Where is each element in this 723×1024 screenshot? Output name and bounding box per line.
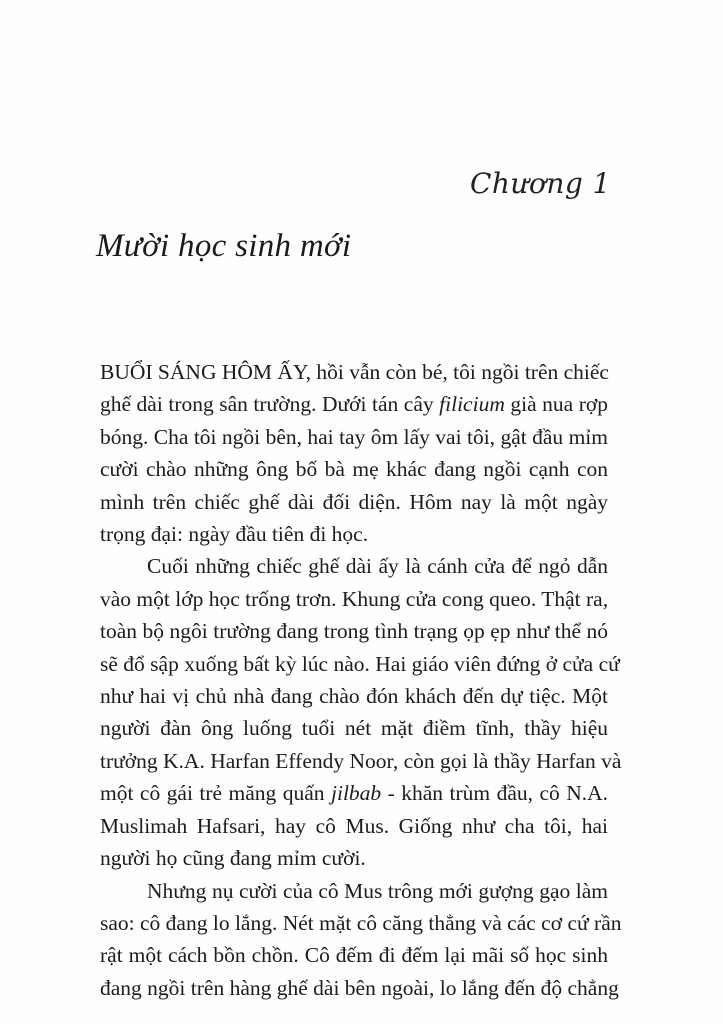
- italic-term: jilbab: [331, 781, 382, 806]
- text-line: như hai vị chủ nhà đang chào đón khách đến dự tiệc. Một: [100, 684, 608, 709]
- text-line: trọng đại: ngày đầu tiên đi học.: [100, 522, 369, 547]
- body-text: [100, 356, 622, 1004]
- chapter-label: Chương 1: [469, 167, 611, 200]
- text-line: sẽ đổ sập xuống bất kỳ lúc nào. Hai giáo viên đứng ở cửa cứ: [100, 651, 620, 676]
- chapter-title: Mười học sinh mới: [96, 228, 352, 264]
- text-line: Nhưng nụ cười của cô Mus trông mới gượng gạo làm: [147, 878, 608, 903]
- text-line: rật một cách bồn chồn. Cô đếm đi đếm lại mãi số học sinh: [100, 943, 608, 968]
- text-line: Muslimah Hafsari, hay cô Mus. Giống như cha tôi, hai: [100, 813, 608, 838]
- text-line: toàn bộ ngôi trường đang trong tình trạng ọp ẹp như thể nó: [100, 619, 608, 644]
- text-line: sao: cô đang lo lắng. Nét mặt cô căng thẳng và các cơ cứ rần: [100, 910, 622, 935]
- text-line: ghế dài trong sân trường. Dưới tán cây filicium già nua rợp: [100, 392, 608, 417]
- text-line: trưởng K.A. Harfan Effendy Noor, còn gọi là thầy Harfan và: [100, 748, 622, 773]
- text-line: bóng. Cha tôi ngồi bên, hai tay ôm lấy vai tôi, gật đầu mỉm: [100, 424, 608, 449]
- text-line: mình trên chiếc ghế dài đối diện. Hôm nay là một ngày: [100, 489, 608, 514]
- text-line: vào một lớp học trống trơn. Khung cửa cong queo. Thật ra,: [100, 586, 609, 611]
- text-line: Cuối những chiếc ghế dài ấy là cánh cửa để ngỏ dẫn: [147, 554, 608, 579]
- italic-term: filicium: [439, 392, 505, 417]
- text-line: một cô gái trẻ măng quấn jilbab - khăn trùm đầu, cô N.A.: [100, 781, 608, 806]
- text-line: người đàn ông luống tuổi nét mặt điềm tĩnh, thầy hiệu: [100, 716, 608, 741]
- text-line: BUỔI SÁNG HÔM ẤY, hồi vẫn còn bé, tôi ngồi trên chiếc: [100, 360, 609, 384]
- text-line: đang ngồi trên hàng ghế dài bên ngoài, lo lắng đến độ chẳng: [100, 975, 619, 1000]
- text-line: cười chào những ông bố bà mẹ khác đang ngồi cạnh con: [100, 457, 608, 482]
- text-line: người họ cũng đang mỉm cười.: [100, 846, 366, 871]
